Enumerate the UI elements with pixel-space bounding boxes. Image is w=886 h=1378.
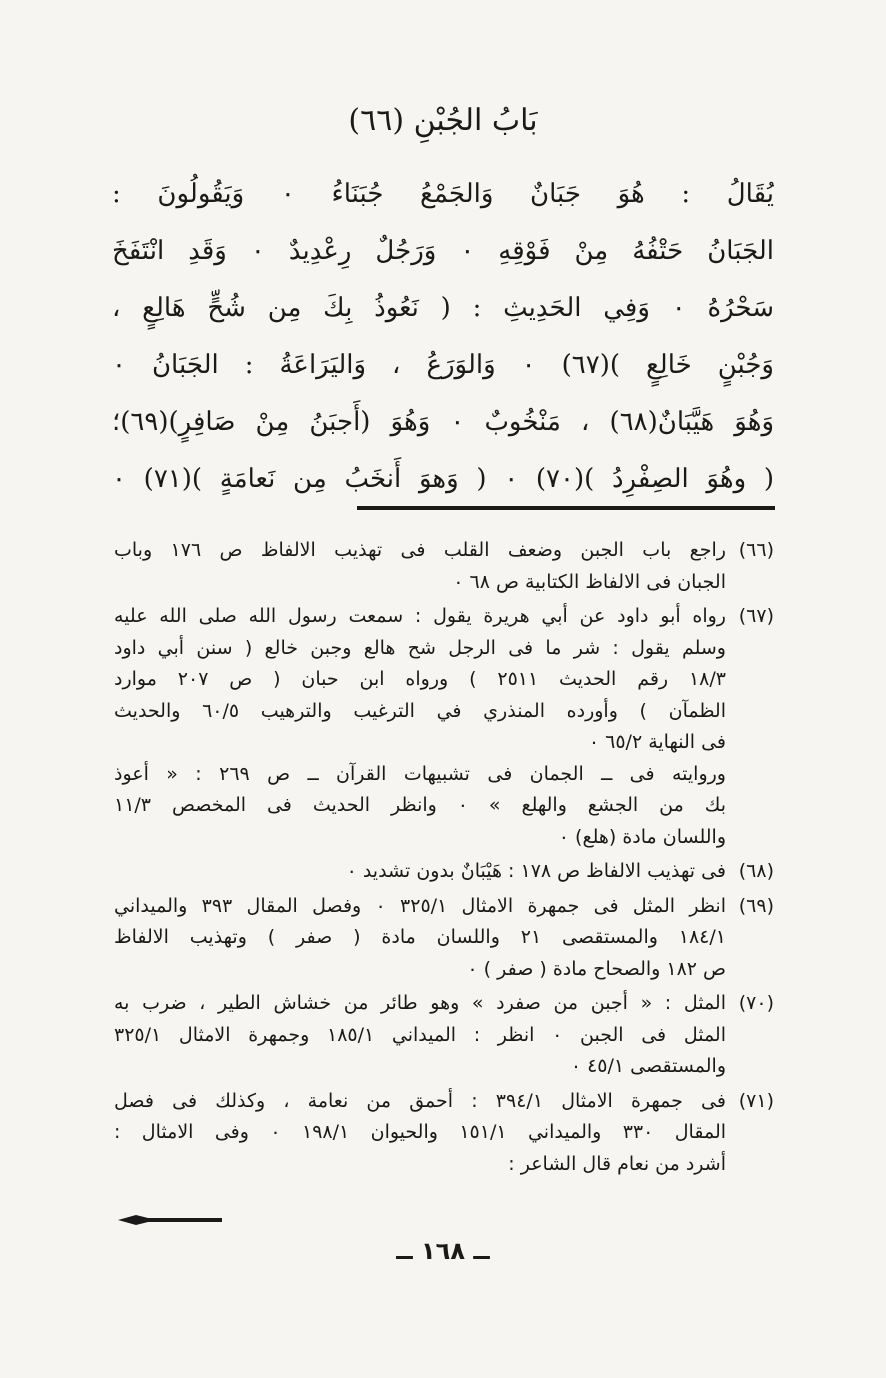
footnote-body (114, 535, 726, 598)
footnote-line: وسلم يقول : شر ما فى الرجل شح هالع وجبن خالع ( سنن أبي داود (114, 636, 726, 659)
footnote-body (114, 988, 726, 1083)
main-line: وَجُبْنٍ خَالِعٍ )(٦٧) ٠ وَالوَرَعُ ، وَاليَرَاعَةُ : الجَبَانُ ٠ (112, 350, 774, 380)
footnote-line: والمستقصى ٤٥/١ ٠ (570, 1055, 726, 1077)
footnote-body (114, 856, 726, 888)
footnote-line: فى النهاية ٦٥/٢ ٠ (588, 731, 726, 753)
footnote-line: فى جمهرة الامثال ٣٩٤/١ : أحمق من نعامة ، وكذلك فى فصل (114, 1089, 726, 1112)
footnote-line: بك من الجشع والهلع » ٠ وانظر الحديث فى المخصص ١١/٣ (114, 794, 726, 816)
footnote-line: ص ١٨٢ والصحاح مادة ( صفر ) ٠ (467, 957, 726, 980)
main-line: سَحْرُهُ ٠ وَفِي الحَدِيثِ : ( نَعُوذُ بِكَ مِن شُحٍّ هَالِعٍ ، (112, 293, 774, 323)
chapter-title: بَابُ الجُبْنِ (٦٦) (348, 103, 538, 138)
footnote (114, 1086, 774, 1181)
footnote-line: رواه أبو داود عن أبي هريرة يقول : سمعت رسول الله صلى الله عليه (114, 605, 726, 627)
footnote-line: الظمآن ) وأورده المنذري في الترغيب والترهيب ٦٠/٥ والحديث (114, 699, 726, 722)
footnote-body (114, 1086, 726, 1181)
footnote (114, 988, 774, 1083)
footnote-number: (٧١) (738, 1089, 774, 1112)
footnote-number: (٧٠) (738, 992, 774, 1014)
main-line: ( وهُوَ الصِفْرِدُ )(٧٠) ٠ ( وَهوَ أَنخَبُ مِن نَعامَةٍ )(٧١) ٠ (112, 464, 774, 494)
footnote-number: (٦٦) (738, 539, 774, 561)
footnote-line: المثل : « أجبن من صفرد » وهو طائر من خشاش الطير ، ضرب به (114, 992, 726, 1014)
ornament-dash (118, 1214, 222, 1226)
footnote-separator (357, 506, 775, 510)
footnote-line: فى تهذيب الالفاظ ص ١٧٨ : هَيْبَانٌ بدون تشديد ٠ (346, 860, 726, 882)
footnote (114, 856, 774, 888)
main-line: يُقَالُ : هُوَ جَبَانٌ وَالجَمْعُ جُبَنَاءُ ٠ وَيَقُولُونَ : (112, 179, 774, 209)
footnote-line: أشرد من نعام قال الشاعر : (508, 1152, 726, 1175)
main-text (112, 166, 774, 508)
footnote-line: وروايته فى ــ الجمان فى تشبيهات القرآن ــ ص ٢٦٩ : « أعوذ (114, 762, 726, 785)
footnote-line: واللسان مادة (هلع) ٠ (558, 825, 726, 848)
main-line: وَهُوَ هَيَّبَانٌ(٦٨) ، مَنْخُوبٌ ٠ وَهُوَ (أَجبَنُ مِنْ صَافِرٍ)(٦٩)؛ (112, 407, 774, 437)
footnote-line: المقال ٣٣٠ والميداني ١٥١/١ والحيوان ١٩٨/١ ٠ وفى الامثال : (114, 1121, 726, 1143)
footnote-line: المثل فى الجبن ٠ انظر : الميداني ١٨٥/١ وجمهرة الامثال ٣٢٥/١ (114, 1023, 726, 1046)
footnote-line: ١٨/٣ رقم الحديث ٢٥١١ ) ورواه ابن حبان ( ص ٢٠٧ موارد (114, 668, 726, 690)
footnote-line: ١٨٤/١ والمستقصى ٢١ واللسان مادة ( صفر ) وتهذيب الالفاظ (114, 926, 726, 948)
footnote-body (114, 891, 726, 986)
footnote-line: الجبان فى الالفاظ الكتابية ص ٦٨ ٠ (453, 570, 726, 593)
footnote-number: (٦٨) (738, 860, 774, 882)
footnote-line: راجع باب الجبن وضعف القلب فى تهذيب الالفاظ ص ١٧٦ وباب (114, 539, 726, 561)
footnote (114, 535, 774, 598)
footnote (114, 601, 774, 853)
footnote-number: (٦٩) (738, 894, 774, 917)
page-number: ــ ١٦٨ ــ (396, 1237, 490, 1265)
footnote (114, 891, 774, 986)
footnote-body (114, 601, 726, 853)
footnotes (114, 535, 774, 1183)
footnote-number: (٦٧) (738, 605, 774, 627)
main-line: الجَبَانُ حَتْفُهُ مِنْ فَوْقِهِ ٠ وَرَجُلٌ رِعْدِيدٌ ٠ وَقَدِ انْتَفَخَ (112, 236, 774, 266)
footnote-line: انظر المثل فى جمهرة الامثال ٣٢٥/١ ٠ وفصل المقال ٣٩٣ والميداني (114, 894, 726, 917)
